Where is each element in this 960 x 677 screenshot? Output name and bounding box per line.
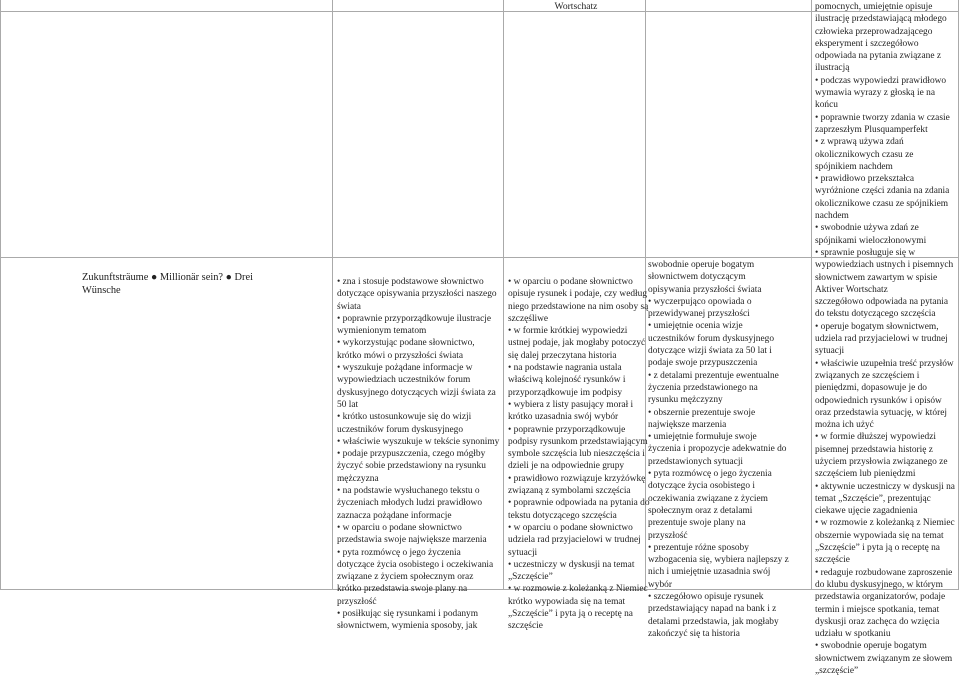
text-line: można ich użyć [815, 420, 874, 431]
text-line: • umiejętnie formułuje swoje [648, 432, 757, 443]
text-line: okolicznikowych czasu ze [815, 149, 914, 160]
text-line: termin i miejsce spotkania, temat [815, 604, 940, 615]
text-line: dotyczące opisywania przyszłości naszego [337, 289, 497, 300]
text-line: „Szczęście” i pyta ją o receptę na [508, 609, 633, 620]
text-line: przedstawia organizatorów, podaje [815, 592, 946, 603]
text-line: • podczas wypowiedzi prawidłowo [815, 75, 947, 86]
text-line: zaprzeszłym Plusquamperfekt [815, 124, 928, 135]
text-line: krótko przedstawia swoje plany na [337, 584, 468, 595]
text-line: udziela rad przyjacielowi w trudnej [815, 334, 948, 345]
text-line: ustnej podaje, jak mogłaby potoczyć [508, 338, 646, 349]
text-line: Aktiver Wortschatz [815, 284, 888, 295]
text-line: właściwą kolejność rysunków i [508, 375, 626, 386]
text-line: udziału w spotkaniu [815, 629, 891, 640]
grid-line [332, 0, 333, 590]
text-line: • wyczerpująco opowiada o [648, 296, 752, 307]
text-line: przedstawionych sytuacji [648, 456, 744, 467]
text-line: 50 lat [337, 399, 359, 410]
text-line: społecznym oraz z detalami [648, 505, 753, 516]
grid-line [503, 0, 504, 590]
text-line: • w oparciu o podane słownictwo [508, 277, 633, 287]
text-line: „Szczęście” i pyta ją o receptę na [815, 543, 940, 554]
text-line: oczekiwania związane z życiem [648, 493, 768, 504]
text-line: • aktywnie uczestniczy w dyskusji na [815, 481, 955, 492]
text-line: życzyć sobie przedstawiony na rysunku [337, 461, 486, 472]
text-line: opisywania przyszłości świata [648, 284, 762, 295]
column-title: Wortschatz [554, 1, 598, 12]
text-line: • redaguje rozbudowane zaproszenie [815, 567, 953, 578]
text-line: życzeniach młodych ludzi prawidłowo [337, 498, 483, 509]
text-line: się dalej przeczytana historia [508, 350, 617, 361]
grid-line [811, 0, 812, 590]
text-line: • swobodnie używa zdań ze [815, 223, 919, 234]
text-line: nachdem [815, 211, 849, 222]
grid-line [0, 0, 1, 590]
text-line: do tekstu dotyczącego szczęścia [815, 309, 936, 320]
text-line: odpowiednich rysunków i opisów [815, 395, 942, 406]
text-line: do klubu dyskusyjnego, w którym [815, 579, 943, 590]
text-line: • właściwie uzupełnia treść przysłów [815, 358, 954, 369]
text-line: • prawidłowo rozwiązuje krzyżówkę [508, 473, 646, 484]
text-line: przewidywanej przyszłości [648, 309, 750, 320]
text-line: wybór [648, 579, 672, 590]
text-line: człowieka przeprowadzającego [815, 26, 933, 37]
text-line: związanych ze szczęściem i [815, 370, 920, 381]
text-line: • podaje przypuszczenia, czego mógłby [337, 449, 486, 460]
text-line: życzenia przedstawionego na [648, 382, 758, 393]
text-line: • posiłkując się rysunkami i podanym [337, 609, 479, 620]
text-line: udziela rad przyjacielowi w trudnej [508, 535, 641, 546]
text-line: • prawidłowo przekształca [815, 174, 915, 185]
text-line: • w formie krótkiej wypowiedzi [508, 326, 628, 337]
text-line: życzenia i propozycje adekwatnie do [648, 444, 787, 455]
text-line: podaje swoje przypuszczenia [648, 358, 758, 369]
text-line: zaznacza pożądane informacje [337, 510, 452, 521]
text-line: sytuacji [508, 547, 538, 558]
text-line: Zukunftsträume ● Millionär sein? ● Drei [82, 272, 253, 283]
text-line: dyskusji oraz zachęca do wzięcia [815, 616, 940, 627]
text-line: symbole szczęścia lub nieszczęścia i [508, 449, 645, 460]
requirements-cell-good [648, 259, 789, 640]
text-line: • wybiera z listy pasujący morał i [508, 399, 634, 410]
text-line: obszernie wypowiada się na temat [815, 530, 944, 541]
text-line: szczęściem lub pieniędzmi [815, 469, 916, 480]
text-line: • poprawnie tworzy zdania w czasie [815, 112, 950, 123]
text-line: związane z życiem społecznym oraz [337, 572, 474, 583]
text-line: • pyta rozmówcę o jego życzenia [337, 547, 461, 558]
text-line: końcu [815, 100, 838, 111]
text-line: „szczęście” [815, 666, 859, 677]
text-line: • krótko ustosunkowuje się do wizji [337, 412, 472, 423]
text-line: krótko mówi o przyszłości świata [337, 350, 464, 361]
text-line: spójnikiem nachdem [815, 161, 893, 172]
text-line: eksperyment i szczegółowo [815, 38, 919, 49]
text-line: ciekawe ujęcie zagadnienia [815, 506, 918, 517]
requirements-cell-very-good [815, 1, 955, 677]
text-line: krótko uzasadnia swój wybór [508, 412, 619, 423]
text-line: ilustracją [815, 63, 850, 74]
text-line: mężczyzna [337, 473, 379, 484]
text-line: podpisy rysunkom przedstawiającym [508, 436, 648, 447]
text-line: przyporządkowuje im podpisy [508, 387, 623, 398]
text-line: słownictwem związanym ze słowem [815, 653, 953, 664]
text-line: • poprawnie przyporządkowuje ilustracje [337, 313, 492, 324]
text-line: słownictwem dotyczącym [648, 272, 746, 283]
text-line: użyciem przysłowia związanego ze [815, 456, 948, 467]
text-line: temat „Szczęście”, prezentując [815, 493, 931, 504]
text-line: największe marzenia [648, 419, 727, 430]
text-line: • operuje bogatym słownictwem, [815, 321, 939, 332]
text-line: niego przedstawione na nim osoby są [508, 301, 649, 312]
text-line: szczęście [508, 621, 543, 632]
text-line: • zna i stosuje podstawowe słownictwo [337, 277, 484, 287]
text-line: uczestników forum dyskusyjnego [337, 424, 464, 435]
grid-line [958, 0, 959, 590]
text-line: pisemnej przedstawia historię z [815, 444, 933, 455]
text-line: • w oparciu o podane słownictwo [337, 522, 462, 533]
text-line: • pyta rozmówcę o jego życzenia [648, 469, 772, 480]
text-line: szczęście [815, 555, 850, 566]
text-line: okolicznikowe czasu ze spójnikiem [815, 198, 949, 209]
text-line: „Szczęście” [508, 572, 553, 583]
text-line: • na podstawie wysłuchanego tekstu o [337, 486, 480, 497]
text-line: wyróżnione części zdania na zdania [815, 186, 950, 197]
text-line: swobodnie operuje bogatym [648, 260, 755, 270]
text-line: spójnikami wieloczłonowymi [815, 235, 927, 246]
text-line: • prezentuje różne sposoby [648, 542, 749, 553]
text-line: Wünsche [82, 284, 121, 296]
text-line: • w oparciu o podane słownictwo [508, 522, 633, 533]
text-line: wypowiedziach ustnych i pisemnych [815, 260, 954, 271]
text-line: wypowiedziach uczestników forum [337, 375, 471, 386]
text-line: • z wprawą używa zdań [815, 137, 904, 148]
text-line: • poprawnie przyporządkowuje [508, 424, 626, 435]
text-line: przedstawia swoje największe marzenia [337, 535, 487, 546]
text-line: zakończyć się ta historia [648, 628, 740, 639]
text-line: słownictwem, wymienia sposoby, jak [337, 621, 478, 632]
text-line: prezentuje swoje plany na [648, 518, 746, 529]
text-line: rysunku mężczyzny [648, 395, 723, 406]
text-line: przyszłość [337, 596, 377, 607]
text-line: oraz przedstawia sytuację, w której [815, 407, 947, 418]
text-line: wymawia wyrazy z głoską ie na [815, 88, 936, 99]
text-line: dzieli je na odpowiednie grupy [508, 461, 625, 472]
text-line: • swobodnie operuje bogatym [815, 641, 927, 652]
text-line: opisuje rysunek i podaje, czy według [508, 289, 648, 300]
text-line: • umiejętnie ocenia wizje [648, 321, 743, 332]
text-line: • wykorzystując podane słownictwo, [337, 338, 475, 349]
text-line: odpowiada na pytania związane z [815, 51, 941, 62]
text-line: • szczegółowo opisuje rysunek [648, 592, 764, 603]
text-line: • obszernie prezentuje swoje [648, 407, 756, 418]
text-line: • w rozmowie z koleżanką z Niemiec [815, 518, 955, 529]
text-line: uczestników forum dyskusyjnego [648, 333, 775, 344]
text-line: przyszłość [648, 530, 688, 541]
text-line: związaną z symbolami szczęścia [508, 486, 631, 497]
text-line: wymienionym tematom [337, 326, 427, 337]
text-line: • w formie dłuższej wypowiedzi [815, 432, 936, 443]
text-line: • wyszukuje pożądane informacje w [337, 363, 473, 374]
text-line: szczegółowo odpowiada na pytania [815, 297, 949, 308]
text-line: • właściwie wyszukuje w tekście synonimy [337, 436, 500, 447]
text-line: przedstawiający napad na bank i z [648, 604, 777, 615]
text-line: • z detalami prezentuje ewentualne [648, 370, 779, 381]
text-line: sytuacji [815, 346, 845, 357]
text-line: świata [337, 301, 361, 312]
text-line: • poprawnie odpowiada na pytania do [508, 498, 650, 509]
text-line: • uczestniczy w dyskusji na temat [508, 559, 635, 570]
text-line: • w rozmowie z koleżanką z Niemiec [508, 584, 648, 595]
text-line: nich i umiejętnie uzasadnia swój [648, 567, 771, 578]
text-line: pieniędzmi, dopasowuje je do [815, 383, 927, 394]
text-line: detalami przedstawia, jak mogłaby [648, 616, 779, 627]
text-line: słownictwem zawartym w spisie [815, 272, 938, 283]
text-line: wzbogacenia się, wybiera najlepszy z [648, 555, 789, 566]
text-line: dotyczące życia osobistego i oczekiwania [337, 559, 494, 570]
text-line: tekstu dotyczącego szczęścia [508, 510, 617, 521]
topic-cell [82, 272, 253, 297]
requirements-cell-extended [508, 276, 650, 633]
text-line: krótko wypowiada się na temat [508, 596, 626, 607]
text-line: ilustrację przedstawiającą młodego [815, 14, 947, 25]
text-line: dotyczące wizji świata za 50 lat i [648, 346, 772, 357]
requirements-cell-basic [337, 276, 499, 633]
text-line: • na podstawie nagrania ustala [508, 363, 622, 374]
text-line: • sprawnie posługuje się w [815, 247, 916, 258]
text-line: szczęśliwe [508, 313, 549, 324]
text-line: pomocnych, umiejętnie opisuje [815, 2, 933, 12]
text-line: dyskusyjnego dotyczących wizji świata za [337, 387, 496, 398]
text-line: dotyczące życia osobistego i [648, 481, 755, 492]
